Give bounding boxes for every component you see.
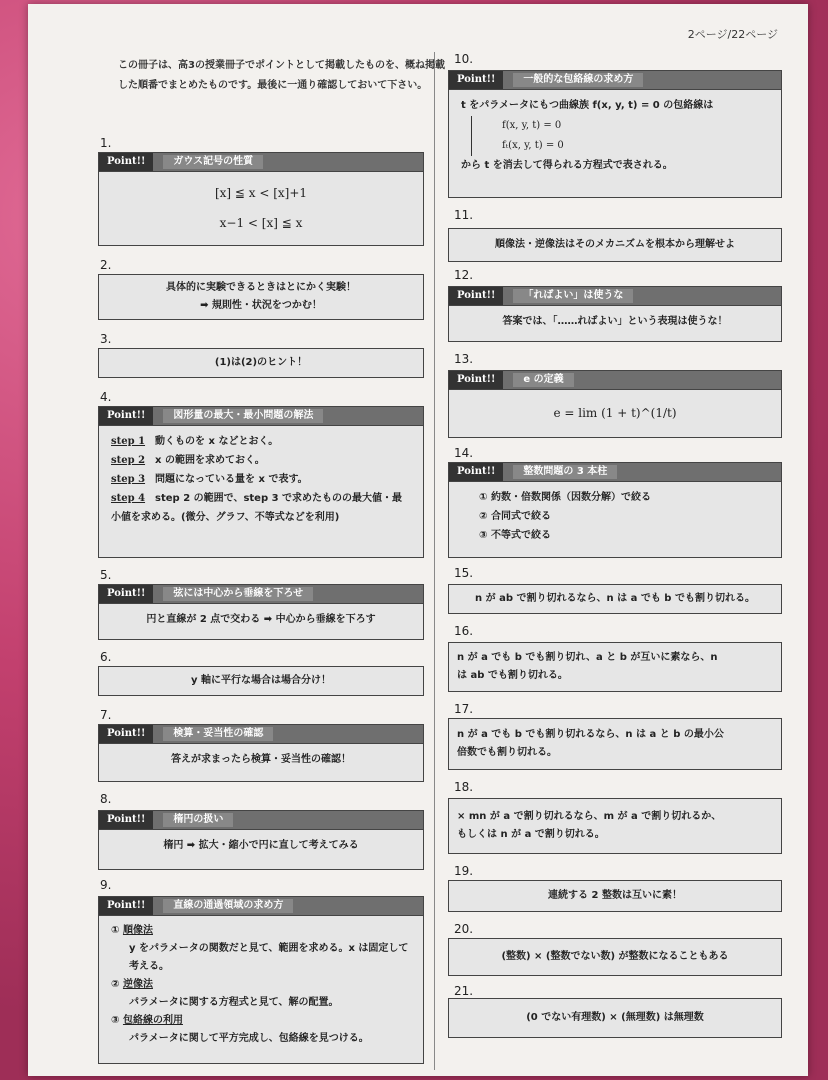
- list-marker: ①: [111, 925, 120, 936]
- text-box-2: [98, 274, 424, 320]
- point-box-9: [98, 896, 424, 1064]
- text-box-17: [448, 718, 782, 770]
- step-text: 動くものを x などとおく。: [155, 436, 279, 447]
- item-number-18: 18.: [454, 780, 474, 794]
- step-label: step 4: [111, 493, 146, 504]
- point-title: 一般的な包絡線の求め方: [513, 73, 643, 87]
- point-title: ガウス記号の性質: [163, 155, 263, 169]
- list-item: ③ 不等式で絞る: [479, 530, 551, 541]
- point-tag: Point!!: [449, 371, 503, 389]
- point-tag: Point!!: [99, 585, 153, 603]
- text-box-16: [448, 642, 782, 692]
- box-line: (整数) × (整数でない数) が整数になることもある: [501, 951, 729, 962]
- point-title: 検算・妥当性の確認: [163, 727, 273, 741]
- list-text: y をパラメータの関数だと見て、範囲を求める。x は固定して考える。: [129, 943, 409, 972]
- point-box-4: [98, 406, 424, 558]
- list-item: ① 約数・倍数関係（因数分解）で絞る: [479, 492, 651, 503]
- list-marker: ②: [111, 979, 120, 990]
- point-tag: Point!!: [449, 287, 503, 305]
- box-line: y 軸に平行な場合は場合分け！: [191, 675, 331, 686]
- step-label: step 1: [111, 436, 146, 447]
- item-number-15: 15.: [454, 566, 474, 580]
- point-tag: Point!!: [99, 811, 153, 829]
- step-text: x の範囲を求めておく。: [155, 455, 265, 466]
- item-number-4: 4.: [100, 390, 112, 404]
- list-item: ② 合同式で絞る: [479, 511, 551, 522]
- point-title: 「ればよい」は使うな: [513, 289, 633, 303]
- item-number-3: 3.: [100, 332, 112, 346]
- item-number-2: 2.: [100, 258, 112, 272]
- box-line: n が ab で割り切れるなら、n は a でも b でも割り切れる。: [475, 593, 755, 604]
- step-text: step 2 の範囲で、step 3 で求めたものの最大値・最小値を求める。(微分、グラフ、不等式などを利用): [111, 493, 403, 523]
- item-number-14: 14.: [454, 446, 474, 460]
- point-box-8: [98, 810, 424, 870]
- box-line: 順像法・逆像法はそのメカニズムを根本から理解せよ: [495, 239, 735, 250]
- list-text: パラメータに関して平方完成し、包絡線を見つける。: [129, 1033, 369, 1044]
- text-box-19: [448, 880, 782, 912]
- point-tag: Point!!: [449, 463, 503, 481]
- formula-line: f(x, y, t) = 0: [471, 116, 769, 136]
- point-tag: Point!!: [99, 407, 153, 425]
- item-number-5: 5.: [100, 568, 112, 582]
- formula-line: x−1 < [x] ≦ x: [219, 216, 303, 230]
- point-tag: Point!!: [449, 71, 503, 89]
- point-tag: Point!!: [99, 725, 153, 743]
- box-line: n が a でも b でも割り切れ、a と b が互いに素なら、n: [457, 652, 718, 663]
- list-heading: 逆像法: [122, 979, 153, 990]
- item-number-19: 19.: [454, 864, 474, 878]
- box-line: × mn が a で割り切れるなら、m が a で割り切れるか、: [457, 811, 722, 822]
- item-number-8: 8.: [100, 792, 112, 806]
- step-label: step 2: [111, 455, 146, 466]
- item-number-9: 9.: [100, 878, 112, 892]
- item-number-20: 20.: [454, 922, 474, 936]
- text-box-6: [98, 666, 424, 696]
- point-box-7: [98, 724, 424, 782]
- point-box-10: [448, 70, 782, 198]
- formula-line: e = lim (1 + t)^(1/t): [553, 406, 677, 420]
- point-title: 弦には中心から垂線を下ろせ: [163, 587, 313, 601]
- box-line: (1)は(2)のヒント！: [214, 357, 308, 368]
- box-line: 答えが求まったら検算・妥当性の確認！: [171, 754, 351, 765]
- intro-text: この冊子は、高3の授業冊子でポイントとして掲載したものを、概ね掲載した順番でまとめたものです。最後に一通り確認しておいて下さい。: [118, 60, 445, 91]
- point-box-5: [98, 584, 424, 640]
- box-line: t をパラメータにもつ曲線族 f(x, y, t) = 0 の包絡線は: [461, 100, 714, 111]
- text-box-3: [98, 348, 424, 378]
- box-line: n が a でも b でも割り切れるなら、n は a と b の最小公: [457, 729, 724, 740]
- box-line: (0 でない有理数) × (無理数) は無理数: [526, 1012, 704, 1023]
- item-number-21: 21.: [454, 984, 474, 998]
- item-number-12: 12.: [454, 268, 474, 282]
- text-box-15: [448, 584, 782, 614]
- point-box-12: [448, 286, 782, 342]
- text-box-11: [448, 228, 782, 262]
- list-heading: 順像法: [122, 925, 153, 936]
- point-title: 整数問題の 3 本柱: [513, 465, 617, 479]
- column-divider: [434, 52, 435, 1070]
- box-line: 円と直線が 2 点で交わる ➡ 中心から垂線を下ろす: [146, 614, 376, 625]
- point-title: 直線の通過領域の求め方: [163, 899, 293, 913]
- text-box-18: [448, 798, 782, 854]
- list-heading: 包絡線の利用: [122, 1015, 183, 1026]
- point-tag: Point!!: [99, 153, 153, 171]
- item-number-10: 10.: [454, 52, 474, 66]
- item-number-1: 1.: [100, 136, 112, 150]
- box-line: 答案では、「……ればよい」という表現は使うな！: [502, 316, 728, 327]
- page-number: 2ページ/22ページ: [687, 28, 778, 41]
- box-line: から t を消去して得られる方程式で表される。: [461, 160, 673, 171]
- box-line: 連続する 2 整数は互いに素！: [548, 890, 682, 901]
- box-line: 倍数でも割り切れる。: [457, 747, 557, 758]
- document-page: [28, 4, 808, 1076]
- list-text: パラメータに関する方程式と見て、解の配置。: [129, 997, 339, 1008]
- formula-line: fₜ(x, y, t) = 0: [471, 136, 769, 156]
- step-text: 問題になっている量を x で表す。: [155, 474, 308, 485]
- point-tag: Point!!: [99, 897, 153, 915]
- text-box-20: [448, 938, 782, 976]
- point-box-14: [448, 462, 782, 558]
- point-box-1: [98, 152, 424, 246]
- item-number-6: 6.: [100, 650, 112, 664]
- item-number-16: 16.: [454, 624, 474, 638]
- point-title: 図形量の最大・最小問題の解法: [163, 409, 323, 423]
- point-title: 楕円の扱い: [163, 813, 233, 827]
- point-title: e の定義: [513, 373, 573, 387]
- box-line: は ab でも割り切れる。: [457, 670, 568, 681]
- box-line: 楕円 ➡ 拡大・縮小で円に直して考えてみる: [163, 840, 359, 851]
- point-box-13: [448, 370, 782, 438]
- formula-line: [x] ≦ x < [x]+1: [214, 186, 308, 200]
- list-marker: ③: [111, 1015, 120, 1026]
- item-number-11: 11.: [454, 208, 474, 222]
- text-box-21: [448, 998, 782, 1038]
- box-line: もしくは n が a で割り切れる。: [457, 829, 605, 840]
- item-number-13: 13.: [454, 352, 474, 366]
- item-number-17: 17.: [454, 702, 474, 716]
- item-number-7: 7.: [100, 708, 112, 722]
- step-label: step 3: [111, 474, 146, 485]
- box-line: 具体的に実験できるときはとにかく実験！: [166, 282, 356, 293]
- box-line: ➡ 規則性・状況をつかむ！: [200, 300, 322, 311]
